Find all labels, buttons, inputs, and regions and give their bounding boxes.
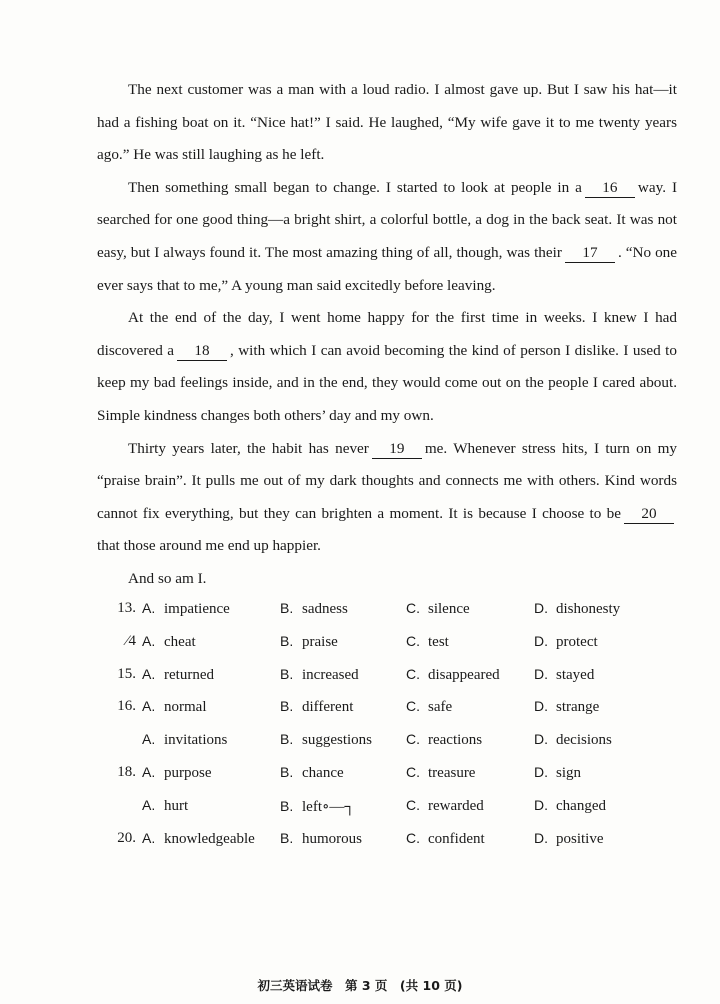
page-footer: 初三英语试卷 第 3 页 (共 10 页) xyxy=(257,978,463,993)
option-d: D. stayed xyxy=(534,665,595,683)
blank-19: 19 xyxy=(372,440,422,459)
option-b: B. increased xyxy=(280,665,359,683)
option-a: A. invitations xyxy=(142,731,228,749)
option-b: B. praise xyxy=(280,632,338,650)
option-b: B. humorous xyxy=(280,829,362,847)
option-c: C. treasure xyxy=(406,763,476,781)
question-number: 13. xyxy=(117,600,136,616)
option-b: B. left∘—┐ xyxy=(280,797,355,815)
option-c: C. silence xyxy=(406,600,470,617)
option-d: D. protect xyxy=(534,632,598,650)
question-row xyxy=(108,627,688,660)
option-c: C. test xyxy=(406,632,449,650)
option-c: C. confident xyxy=(406,829,485,847)
question-number: 16. xyxy=(117,698,136,715)
option-d: D. strange xyxy=(534,698,600,716)
option-c: C. reactions xyxy=(406,731,483,749)
option-b: B. chance xyxy=(280,763,344,781)
question-number: 20. xyxy=(117,829,136,846)
paragraph-2: Then something small began to change. I started to look at people in a 16 way. I searched for one good thing—a bright shirt, a colorful bottle, a dog in the back seat. It was not easy, but I always found it. The most amazing thing of all, though, was their 17 . “No one ever says that to me,” A young man said excitedly before leaving. xyxy=(97,178,678,294)
option-d: D. decisions xyxy=(534,731,612,749)
question-row xyxy=(108,758,688,791)
option-c: C. safe xyxy=(406,698,453,716)
reading-passage xyxy=(97,74,677,596)
paragraph-4: Thirty years later, the habit has never 19 me. Whenever stress hits, I turn on my “praise brain”. It pulls me out of my dark thoughts and connects me with others. Kind words cannot fix everything, but they can brighten a moment. It is because I choose to be 20that those around me end up happier. xyxy=(97,439,677,555)
option-d: D. positive xyxy=(534,829,604,847)
option-a: A. returned xyxy=(142,665,214,683)
question-number: ⁄4 xyxy=(125,632,136,649)
blank-18: 18 xyxy=(177,342,227,361)
paragraph-3: At the end of the day, I went home happy for the first time in weeks. I knew I had discovered a 18 , with which I can avoid becoming the kind of person I dislike. I used to keep my bad feelings inside, and in the end, they would come out on the people I cared about. Simple kindness changes both others’ day and my own. xyxy=(97,309,677,424)
option-a: A. impatience xyxy=(142,600,230,617)
option-b: B. sadness xyxy=(280,600,348,617)
option-c: C. disappeared xyxy=(406,665,500,683)
question-row xyxy=(108,824,688,857)
question-row xyxy=(108,594,688,627)
option-b: B. suggestions xyxy=(280,731,373,749)
option-c: C. rewarded xyxy=(406,796,484,814)
option-b: B. different xyxy=(280,698,354,716)
option-d: D. changed xyxy=(534,796,606,814)
option-a: A. normal xyxy=(142,698,207,716)
question-row xyxy=(108,725,688,758)
question-number: 15. xyxy=(117,665,136,682)
paragraph-1: The next customer was a man with a loud radio. I almost gave up. But I saw his hat—it had a fishing boat on it. “Nice hat!” I said. He laughed, “My wife gave it to me twenty years ago.” He was still laughing as he left. xyxy=(97,81,677,164)
question-row xyxy=(108,692,688,725)
question-row xyxy=(108,791,688,824)
paragraph-5: And so am I. xyxy=(128,569,207,587)
option-d: D. dishonesty xyxy=(534,600,621,617)
answer-options xyxy=(108,594,688,856)
option-a: A. hurt xyxy=(142,796,189,814)
option-d: D. sign xyxy=(534,763,582,781)
option-a: A. purpose xyxy=(142,763,212,781)
question-row xyxy=(108,660,688,693)
blank-16: 16 xyxy=(585,179,635,198)
blank-20: 20 xyxy=(624,505,674,524)
blank-17: 17 xyxy=(565,244,615,263)
question-number: 18. xyxy=(117,763,136,780)
option-a: A. knowledgeable xyxy=(142,829,255,847)
option-a: A. cheat xyxy=(142,632,196,650)
